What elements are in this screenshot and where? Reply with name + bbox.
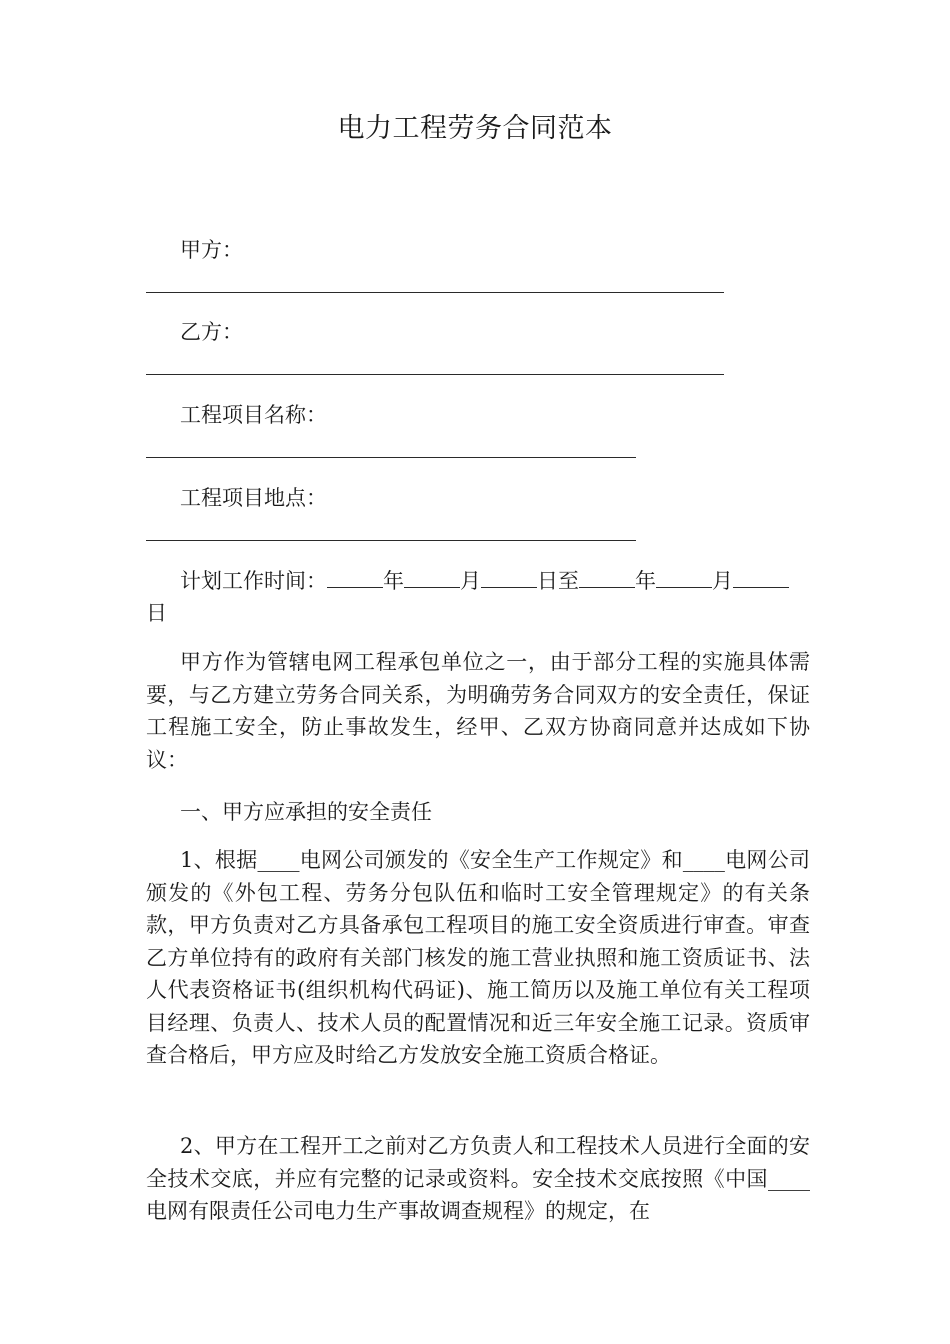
document-title: 电力工程劳务合同范本 bbox=[337, 113, 613, 144]
schedule-blank bbox=[656, 569, 712, 588]
clause-1-paragraph: 1、根据____电网公司颁发的《安全生产工作规定》和____电网公司颁发的《外包工程、劳务分包队伍和临时工安全管理规定》的有关条款，甲方负责对乙方具备承包工程项目的施工安全资质进行审查。审查乙方单位持有的政府有关部门核发的施工营业执照和施工资质证书、法人代表资格证书(组织机构代码证)、施工简历以及施工单位有关工程项目经理、负责人、技术人员的配置情况和近三年安全施工记录。资质审查合格后，甲方应及时给乙方发放安全施工资质合格证。 bbox=[146, 848, 810, 1067]
schedule-blank bbox=[733, 569, 789, 588]
section-1-heading: 一、甲方应承担的安全责任 bbox=[180, 800, 432, 824]
schedule-month-1: 月 bbox=[460, 569, 481, 593]
party-a-label: 甲方： bbox=[180, 238, 243, 262]
party-b-label: 乙方： bbox=[180, 320, 243, 344]
project-location-underline bbox=[146, 540, 636, 541]
schedule-day-end: 日 bbox=[146, 601, 167, 625]
project-location-label: 工程项目地点： bbox=[180, 486, 327, 510]
schedule-label: 计划工作时间： bbox=[180, 569, 327, 593]
party-b-underline bbox=[146, 374, 724, 375]
schedule-year-2: 年 bbox=[635, 569, 656, 593]
intro-paragraph: 甲方作为管辖电网工程承包单位之一，由于部分工程的实施具体需要，与乙方建立劳务合同关系，为明确劳务合同双方的安全责任，保证工程施工安全，防止事故发生，经甲、乙双方协商同意并达成如下协议： bbox=[146, 650, 810, 772]
schedule-year-1: 年 bbox=[383, 569, 404, 593]
schedule-day-to: 日至 bbox=[537, 569, 579, 593]
schedule-blank bbox=[481, 569, 537, 588]
schedule-blank bbox=[327, 569, 383, 588]
project-name-underline bbox=[146, 457, 636, 458]
schedule-blank bbox=[404, 569, 460, 588]
schedule-month-2: 月 bbox=[712, 569, 733, 593]
project-name-label: 工程项目名称： bbox=[180, 403, 327, 427]
clause-2-paragraph: 2、甲方在工程开工之前对乙方负责人和工程技术人员进行全面的安全技术交底，并应有完整的记录或资料。安全技术交底按照《中国____电网有限责任公司电力生产事故调查规程》的规定，在 bbox=[146, 1134, 810, 1223]
party-a-underline bbox=[146, 292, 724, 293]
schedule-blank bbox=[579, 569, 635, 588]
schedule-line bbox=[180, 569, 789, 593]
